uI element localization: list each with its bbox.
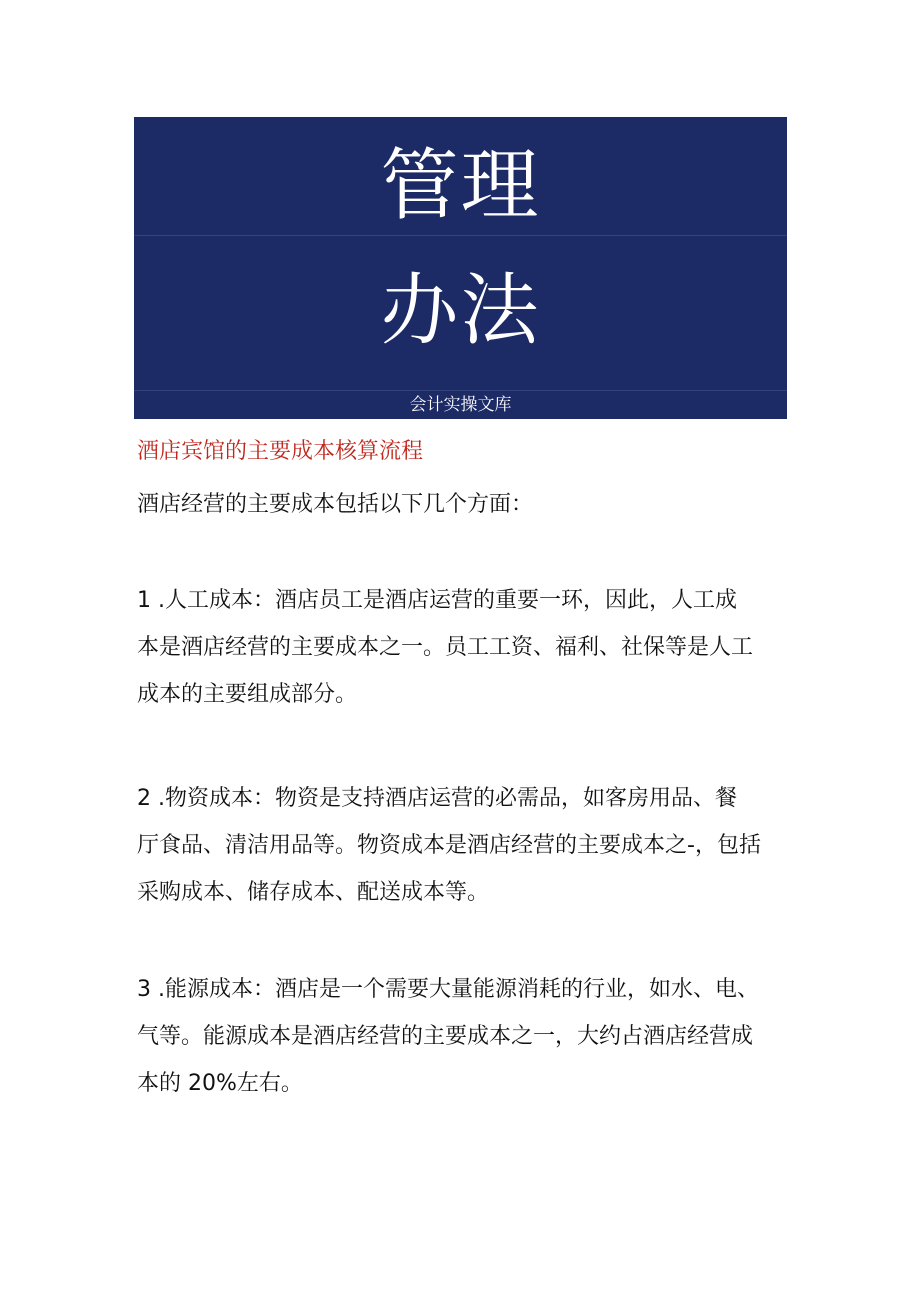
cover-title-line1: 管理 xyxy=(380,141,541,231)
cost-item-materials xyxy=(137,775,797,916)
document-title: 酒店宾馆的主要成本核算流程 xyxy=(137,439,424,464)
intro-paragraph: 酒店经营的主要成本包括以下几个方面： xyxy=(137,492,534,517)
cost-item-labor xyxy=(137,577,797,718)
paragraph-line: 本是酒店经营的主要成本之一。员工工资、福利、社保等是人工 xyxy=(137,635,754,660)
paragraph-line: 厅食品、清洁用品等。物资成本是酒店经营的主要成本之-，包括 xyxy=(137,833,761,858)
cover-divider-bottom xyxy=(134,390,787,391)
paragraph-line: 采购成本、储存成本、配送成本等。 xyxy=(137,880,490,905)
paragraph-line: 气等。能源成本是酒店经营的主要成本之一，大约占酒店经营成 xyxy=(137,1024,754,1049)
paragraph-line: 2 .物资成本：物资是支持酒店运营的必需品，如客房用品、餐 xyxy=(137,786,737,811)
cover-title-line2: 办法 xyxy=(380,266,541,356)
paragraph-line: 成本的主要组成部分。 xyxy=(137,682,358,707)
paragraph-line: 3 .能源成本：酒店是一个需要大量能源消耗的行业，如水、电、 xyxy=(137,977,759,1002)
cover-footer: 会计实操文库 xyxy=(409,395,512,415)
paragraph-line: 本的 20%左右。 xyxy=(137,1071,303,1096)
cost-item-energy xyxy=(137,966,797,1107)
cover-divider-top xyxy=(134,235,787,236)
cover-banner xyxy=(134,117,787,419)
paragraph-line: 1 .人工成本：酒店员工是酒店运营的重要一环，因此，人工成 xyxy=(137,588,737,613)
